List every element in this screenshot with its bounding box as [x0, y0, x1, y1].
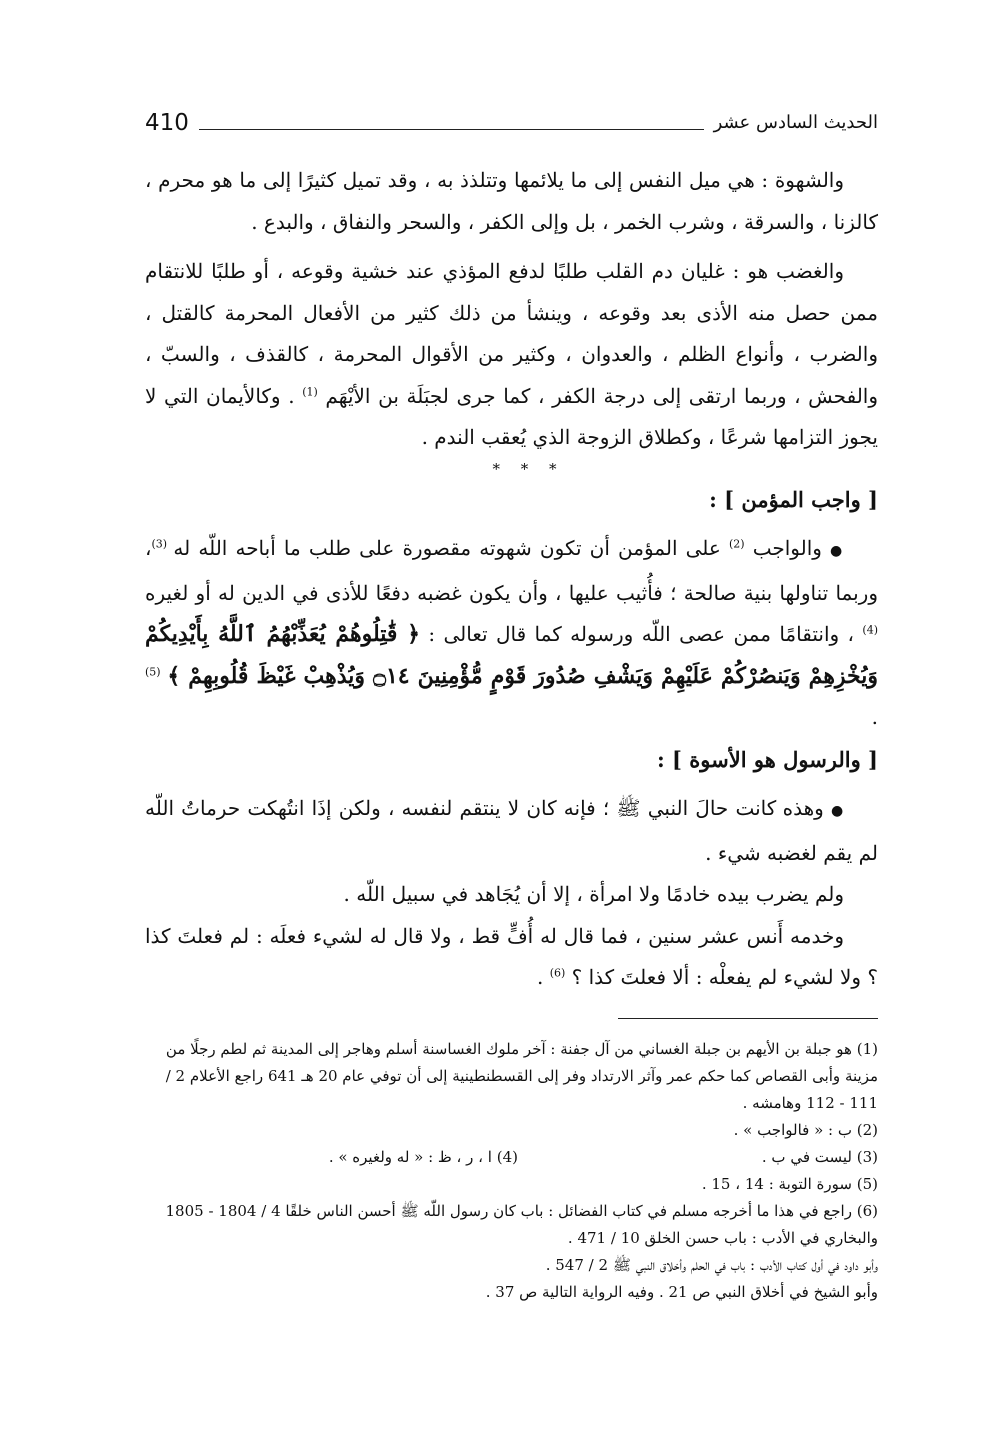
main-text — [145, 160, 878, 999]
heading-believer-duty: [ واجب المؤمن ] : — [709, 486, 878, 512]
footnote-6: (6) راجع في هذا ما أخرجه مسلم في كتاب الفضائل : باب كان رسول اللّه ﷺ أحسن الناس خلقًا 4 / 1804 - 1805 والبخاري في الأدب : باب حسن الخلق 10 / 471 . — [165, 1202, 878, 1247]
footnote-ref-5[interactable]: (5) — [145, 664, 161, 678]
footnote-row-3-4 — [145, 1144, 878, 1171]
footnote-5: (5) سورة التوبة : 14 ، 15 . — [701, 1175, 878, 1193]
footnote-row-2-3 — [145, 1117, 878, 1144]
footnote-ref-3[interactable]: (3) — [151, 537, 168, 551]
header-rule — [199, 129, 704, 130]
duty-text-d: ، وانتقامًا ممن عصى اللّه ورسوله كما قال تعالى : — [428, 622, 855, 646]
paragraph-anger — [145, 251, 878, 459]
paragraph-anas — [145, 916, 878, 999]
footnote-6-abudawud: وأبو داود في أول كتاب الأدب : باب في الحلم وأخلاق النبي ﷺ 2 / 547 . — [545, 1256, 878, 1274]
bullet-icon: ● — [830, 543, 845, 559]
duty-end: . — [871, 705, 878, 729]
paragraph-never-struck: ولم يضرب بيده خادمًا ولا امرأة ، إلا أن يُجَاهد في سبيل اللّه . — [343, 882, 844, 906]
footnote-ref-4[interactable]: (4) — [862, 623, 878, 637]
paragraph-duty — [145, 528, 878, 739]
duty-text-a: والواجب — [752, 536, 822, 560]
section-separator: * * * — [492, 459, 565, 478]
page-header — [145, 102, 878, 138]
anas-text: وخدمه أَنس عشر سنين ، فما قال له أُفٍّ قط ، ولا قال له لشيء فعلَه : لم فعلتَ كذا ؟ ولا لشيء لم يفعلْه : ألا فعلتَ كذا ؟ — [145, 923, 878, 989]
footnote-1: (1) هو جبلة بن الأيهم بن جبلة الغساني من آل جفنة : آخر ملوك الغساسنة أسلم وهاجر إلى المدينة ثم لطم رجلًا من مزينة وأبى القصاص كما حكم عمر وآثر الارتداد وفر إلى القسطنطينية إلى أن توفي عام 20 هـ 641 راجع الأعلام 2 / 111 - 112 وهامشه . — [165, 1040, 878, 1112]
paragraph-anger-tail: . وكالأيمان التي لا يجوز التزامها شرعًا ، وكطلاق الزوجة الذي يُعقب الندم . — [145, 383, 878, 449]
prophet-state-text: وهذه كانت حالَ النبي ﷺ ؛ فإنه كان لا ينتقم لنفسه ، ولكن إذَا انتُهكت حرماتُ اللّه لم يقم لغضبه شيء . — [145, 796, 878, 865]
paragraph-prophet-state — [145, 788, 878, 874]
page-number: 410 — [145, 110, 189, 136]
footnote-6-abushaykh: وأبو الشيخ في أخلاق النبي ص 21 . وفيه الرواية التالية ص 37 . — [485, 1283, 878, 1301]
duty-text-b: على المؤمن أن تكون شهوته مقصورة على طلب ما أباحه اللّه له — [173, 536, 721, 560]
anas-end: . — [536, 965, 544, 989]
duty-text-c: ، وربما تناولها بنية صالحة ؛ فأُثيب عليها ، وأن يكون غضبه دفعًا للأذى في الدين له أو لغيره — [145, 536, 878, 605]
footnote-2: (2) ب : « فالواجب » . — [733, 1121, 878, 1139]
footnote-ref-1[interactable]: (1) — [302, 384, 318, 398]
footnote-ref-2[interactable]: (2) — [729, 537, 745, 551]
heading-prophet-example: [ والرسول هو الأسوة ] : — [656, 746, 878, 772]
footnote-rule — [618, 1018, 878, 1019]
footnote-ref-6[interactable]: (6) — [549, 966, 566, 980]
running-title: الحديث السادس عشر — [713, 112, 878, 133]
footnotes — [145, 1036, 878, 1306]
footnote-3: (3) ليست في ب . — [761, 1148, 878, 1166]
quran-verse: ﴿ قَٰتِلُوهُمْ يُعَذِّبْهُمُ ٱللَّهُ بِأَيْدِيكُمْ وَيُخْزِهِمْ وَيَنصُرْكُمْ عَلَيْهِمْ وَيَشْفِ صُدُورَ قَوْمٍ مُّؤْمِنِينَ ۝١٤ وَيُذْهِبْ غَيْظَ قُلُوبِهِمْ ﴾ — [145, 621, 879, 689]
paragraph-anger-text: والغضب هو : غليان دم القلب طلبًا لدفع المؤذي عند خشية وقوعه ، أو طلبًا للانتقام ممن حصل منه الأذى بعد وقوعه ، وينشأ من ذلك كثير من الأفعال المحرمة كالقتل ، والضرب ، وأنواع الظلم ، والعدوان ، وكثير من الأقوال المحرمة ، كالقذف ، والسبّ ، والفحش ، وربما ارتقى إلى درجة الكفر ، كما جرى لجبَلَة بن الأيْهَم — [145, 259, 879, 408]
bullet-icon: ● — [830, 803, 845, 819]
footnote-4: (4) ا ، ر ، ظ : « له ولغيره » . — [328, 1148, 518, 1166]
paragraph-desire: والشهوة : هي ميل النفس إلى ما يلائمها وتتلذذ به ، وقد تميل كثيرًا إلى ما هو محرم ، كالزنا ، والسرقة ، وشرب الخمر ، بل وإلى الكفر ، والسحر والنفاق ، والبدع . — [145, 168, 878, 234]
